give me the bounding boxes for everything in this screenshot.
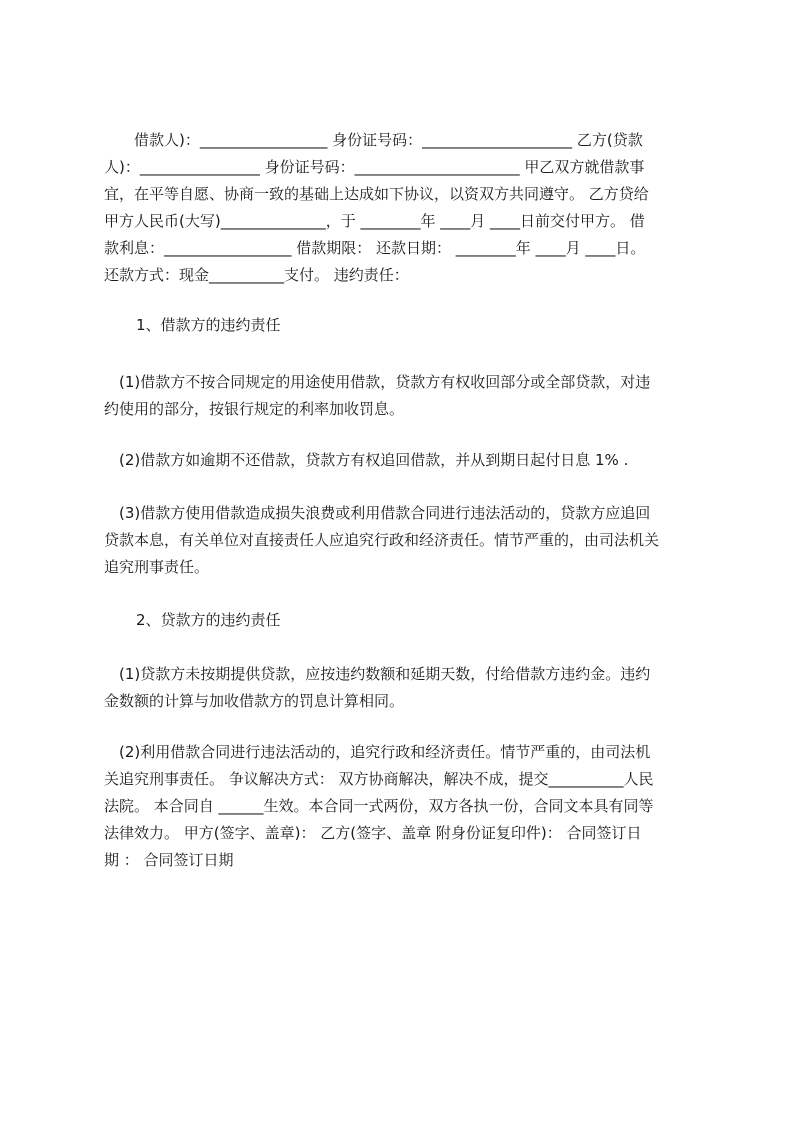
section1-item3 <box>104 500 712 581</box>
section2-item2-line-5: 期 ： 合同签订日期 <box>104 851 234 869</box>
section2-item1 <box>104 661 712 715</box>
section1-item2 <box>104 447 712 474</box>
section1-item3-line-3: 追究刑事责任。 <box>104 558 210 576</box>
intro-line-3: 宜，在平等自愿、协商一致的基础上达成如下协议，以资双方共同遵守。 乙方贷给 <box>104 185 649 203</box>
section1-heading: 1、借款方的违约责任 <box>136 316 281 334</box>
section1-item1 <box>104 369 712 423</box>
section1-item3-line-2: 贷款本息，有关单位对直接责任人应追究行政和经济责任。情节严重的，由司法机关 <box>104 531 660 549</box>
intro-paragraph <box>104 127 712 289</box>
intro-line-4: 甲方人民币(大写)______________，于 ________年 ____月 ____日前交付甲方。 借 <box>104 212 645 230</box>
section1-item1-line-1: (1)借款方不按合同规定的用途使用借款，贷款方有权收回部分或全部贷款，对违 <box>104 373 651 391</box>
section2-item2 <box>104 739 712 874</box>
intro-line-6: 还款方式：现金__________支付。 违约责任： <box>104 266 409 284</box>
intro-line-2: 人)：________________ 身份证号码：______________________ 甲乙双方就借款事 <box>104 158 645 176</box>
section2-item2-line-1: (2)利用借款合同进行违法活动的，追究行政和经济责任。情节严重的，由司法机 <box>104 743 651 761</box>
section2-item1-line-1: (1)贷款方未按期提供贷款，应按违约数额和延期天数，付给借款方违约金。违约 <box>104 665 651 683</box>
section1-item1-line-2: 约使用的部分，按银行规定的利率加收罚息。 <box>104 400 405 418</box>
section2-item2-line-2: 关追究刑事责任。 争议解决方式： 双方协商解决，解决不成，提交__________人民 <box>104 770 654 788</box>
section2-heading: 2、贷款方的违约责任 <box>136 611 281 629</box>
intro-line-1: 借款人)：_________________ 身份证号码：____________________ 乙方(贷款 <box>104 131 643 149</box>
section1-item3-line-1: (3)借款方使用借款造成损失浪费或利用借款合同进行违法活动的，贷款方应追回 <box>104 504 651 522</box>
section2-item2-line-4: 法律效力。 甲方(签字、盖章)： 乙方(签字、盖章 附身份证复印件)： 合同签订日 <box>104 824 642 842</box>
intro-line-5: 款利息：_________________ 借款期限： 还款日期： ________年 ____月 ____日。 <box>104 239 646 257</box>
section2-item2-line-3: 法院。 本合同自 ______生效。本合同一式两份，双方各执一份，合同文本具有同等 <box>104 797 654 815</box>
section2-item1-line-2: 金数额的计算与加收借款方的罚息计算相同。 <box>104 692 405 710</box>
section1-item2-line-1: (2)借款方如逾期不还借款，贷款方有权追回借款，并从到期日起付日息 1% . <box>104 451 629 469</box>
